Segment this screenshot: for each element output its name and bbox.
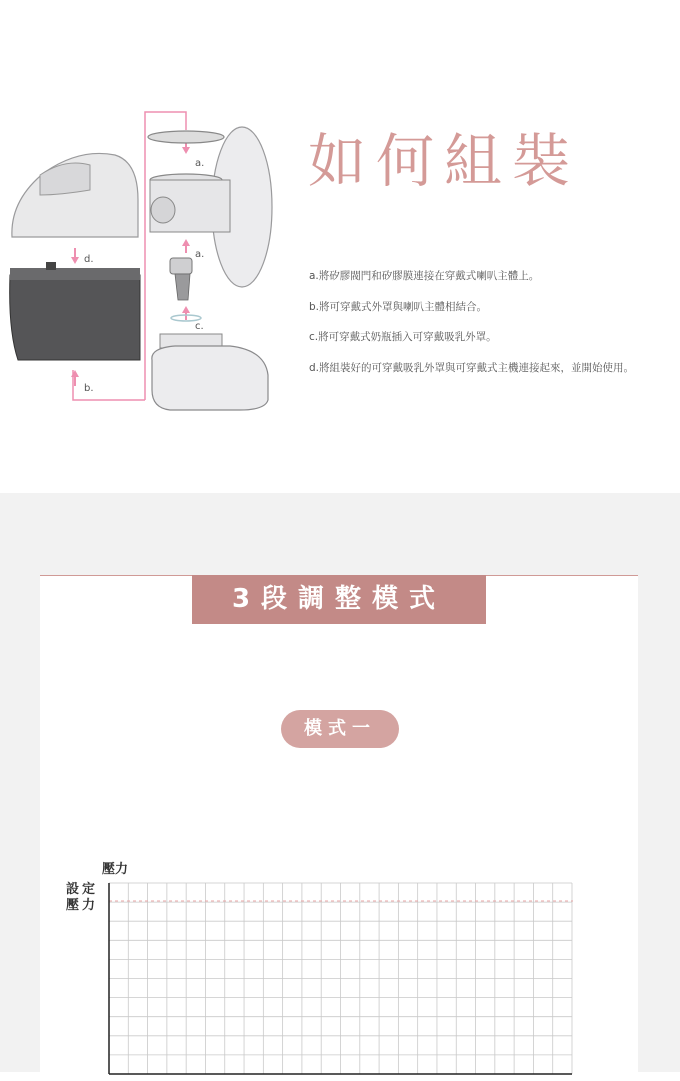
grid-lines [109,883,572,1074]
svg-text:c.: c. [195,321,204,332]
svg-text:b.: b. [84,383,94,394]
step-c: c.將可穿戴式奶瓶插入可穿戴吸乳外罩。 [309,331,497,343]
assembly-section [0,0,680,493]
modes-card [40,575,638,1073]
assembly-steps [309,261,634,383]
y-axis-label: 壓力 [102,862,129,877]
svg-text:a.: a. [195,249,205,260]
assembly-illustration [0,105,300,415]
modes-section [0,493,680,1072]
pressure-grid [106,881,576,1081]
assembly-title: 如何組裝 [308,127,581,195]
step-d: d.將組裝好的可穿戴吸乳外罩與可穿戴式主機連接起來，並開始使用。 [309,361,635,374]
mode-one-pill[interactable]: 模式一 [281,710,399,748]
step-b: b.將可穿戴式外罩與喇叭主體相結合。 [309,300,488,313]
svg-text:d.: d. [84,254,94,265]
modes-banner: 3段調整模式 [192,575,486,624]
set-pressure-label: 設定壓力 [66,882,99,913]
step-a: a.將矽膠閥門和矽膠膜連接在穿戴式喇叭主體上。 [309,270,540,282]
svg-text:a.: a. [195,158,205,169]
